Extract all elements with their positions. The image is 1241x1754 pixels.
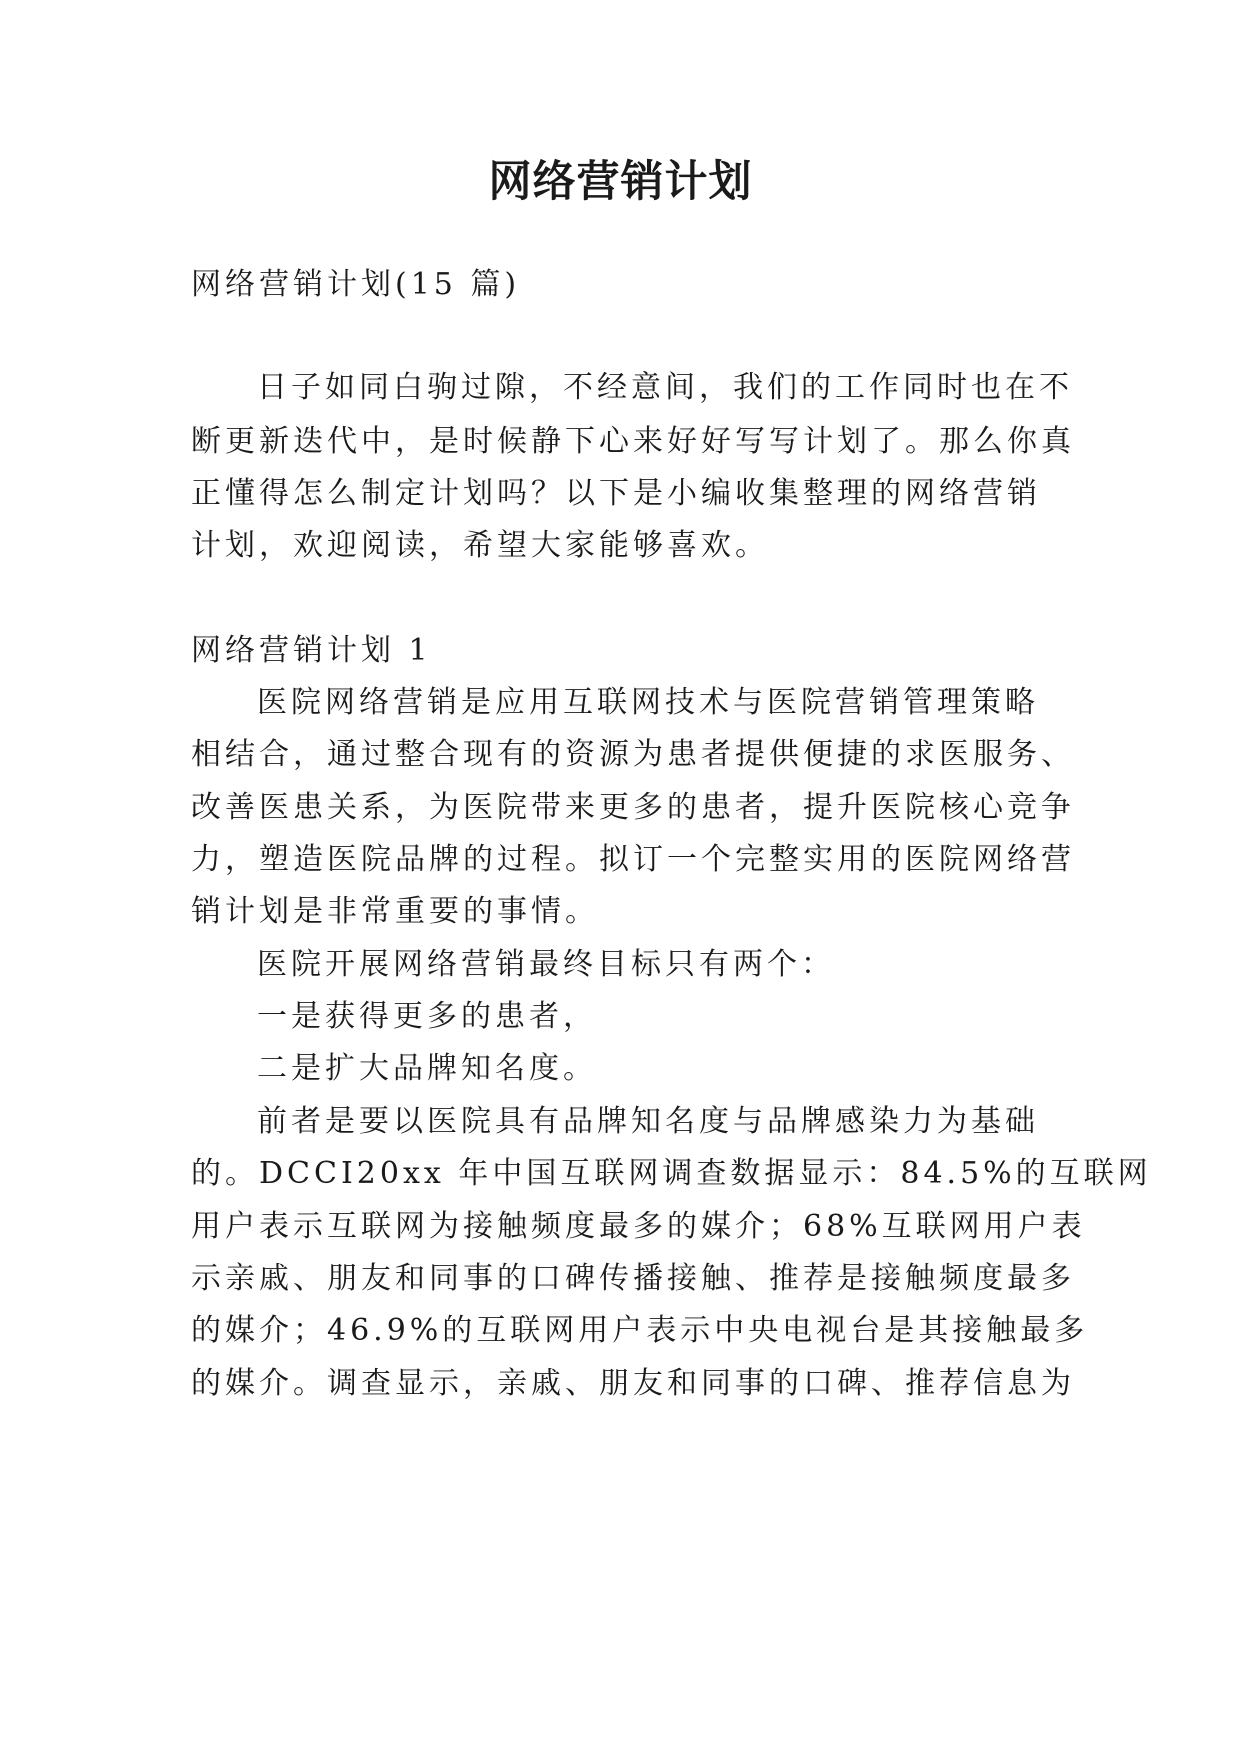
paragraph-line: 改善医患关系，为医院带来更多的患者，提升医院核心竞争 bbox=[191, 790, 1075, 825]
paragraph-line: 力，塑造医院品牌的过程。拟订一个完整实用的医院网络营 bbox=[191, 842, 1075, 877]
intro-line: 计划，欢迎阅读，希望大家能够喜欢。 bbox=[191, 528, 769, 563]
goal-item: 二是扩大品牌知名度。 bbox=[257, 1051, 597, 1086]
paragraph-line: 相结合，通过整合现有的资源为患者提供便捷的求医服务、 bbox=[191, 737, 1075, 772]
goal-intro: 医院开展网络营销最终目标只有两个： bbox=[257, 947, 835, 982]
paragraph-line: 的媒介。调查显示，亲戚、朋友和同事的口碑、推荐信息为 bbox=[191, 1366, 1075, 1401]
goal-item: 一是获得更多的患者， bbox=[257, 999, 597, 1034]
intro-line: 日子如同白驹过隙，不经意间，我们的工作同时也在不 bbox=[257, 370, 1073, 405]
paragraph-line: 用户表示互联网为接触频度最多的媒介；68%互联网用户表 bbox=[191, 1209, 1086, 1244]
paragraph-line: 的。DCCI20xx 年中国互联网调查数据显示：84.5%的互联网 bbox=[191, 1156, 1152, 1191]
paragraph-line: 医院网络营销是应用互联网技术与医院营销管理策略 bbox=[257, 685, 1039, 720]
document-subtitle: 网络营销计划(15 篇) bbox=[191, 267, 521, 302]
paragraph-line: 前者是要以医院具有品牌知名度与品牌感染力为基础 bbox=[257, 1104, 1039, 1139]
section-heading: 网络营销计划 1 bbox=[191, 633, 432, 668]
intro-line: 正懂得怎么制定计划吗？以下是小编收集整理的网络营销 bbox=[191, 476, 1041, 511]
intro-line: 断更新迭代中，是时候静下心来好好写写计划了。那么你真 bbox=[191, 424, 1075, 459]
paragraph-line: 示亲戚、朋友和同事的口碑传播接触、推荐是接触频度最多 bbox=[191, 1261, 1075, 1296]
paragraph-line: 的媒介；46.9%的互联网用户表示中央电视台是其接触最多 bbox=[191, 1313, 1089, 1348]
document-title: 网络营销计划 bbox=[488, 157, 753, 207]
paragraph-line: 销计划是非常重要的事情。 bbox=[191, 894, 599, 929]
